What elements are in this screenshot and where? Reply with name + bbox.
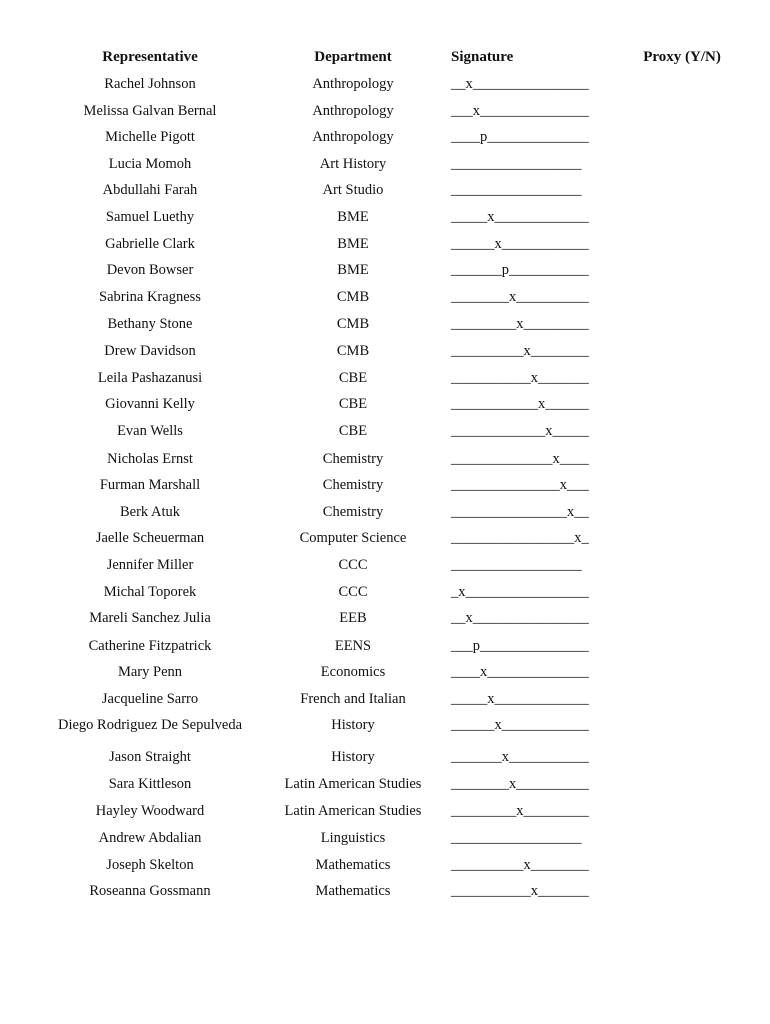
table-row	[0, 746, 770, 768]
table-row	[0, 474, 770, 496]
department-name: Economics	[320, 664, 386, 680]
table-row	[0, 527, 770, 549]
department-name: Chemistry	[322, 451, 384, 467]
representative-name: Drew Davidson	[104, 343, 196, 359]
signature-line: __________x________	[451, 857, 589, 873]
signature-line: ____________x______	[451, 396, 589, 412]
department-name: Art Studio	[322, 182, 384, 198]
signature-line: ___________x_______	[451, 370, 589, 386]
signature-line: _________x_________	[451, 316, 589, 332]
representative-name: Catherine Fitzpatrick	[88, 638, 212, 654]
department-name: Anthropology	[312, 76, 394, 92]
department-name: Chemistry	[322, 477, 384, 493]
signature-line: ________x__________	[451, 289, 589, 305]
department-name: Anthropology	[312, 103, 394, 119]
representative-name: Jennifer Miller	[106, 557, 194, 573]
department-name: History	[331, 749, 375, 765]
representative-name: Jason Straight	[109, 749, 191, 765]
signature-line: ____x______________	[451, 664, 589, 680]
department-name: Latin American Studies	[284, 776, 422, 792]
department-name: CMB	[336, 316, 370, 332]
signature-line: __________x________	[451, 343, 589, 359]
representative-name: Michal Toporek	[103, 584, 197, 600]
representative-name: Sara Kittleson	[108, 776, 192, 792]
table-row	[0, 501, 770, 523]
department-name: EENS	[334, 638, 372, 654]
signature-line: _x_________________	[451, 584, 589, 600]
signature-line: __x________________	[451, 610, 589, 626]
table-row	[0, 233, 770, 255]
department-name: BME	[337, 262, 369, 278]
header-proxy: Proxy (Y/N)	[643, 49, 721, 65]
table-row	[0, 800, 770, 822]
representative-name: Melissa Galvan Bernal	[83, 103, 217, 119]
representative-name: Lucia Momoh	[108, 156, 192, 172]
signature-line: _______x___________	[451, 749, 589, 765]
department-name: Linguistics	[320, 830, 386, 846]
table-row	[0, 73, 770, 95]
signature-line: ______________x____	[451, 451, 589, 467]
header-row	[0, 46, 770, 68]
department-name: CCC	[338, 557, 368, 573]
table-row	[0, 393, 770, 415]
table-row	[0, 714, 770, 736]
table-row	[0, 661, 770, 683]
representative-name: Leila Pashazanusi	[97, 370, 203, 386]
table-row	[0, 554, 770, 576]
signature-line: _____________x_____	[451, 423, 589, 439]
department-name: CBE	[338, 396, 368, 412]
department-name: EEB	[339, 610, 367, 626]
department-name: Mathematics	[315, 883, 391, 899]
representative-name: Mary Penn	[117, 664, 183, 680]
department-name: CCC	[338, 584, 368, 600]
table-row	[0, 448, 770, 470]
table-row	[0, 126, 770, 148]
department-name: Art History	[319, 156, 387, 172]
representative-name: Bethany Stone	[107, 316, 193, 332]
signature-line: __________________	[451, 182, 582, 198]
table-row	[0, 153, 770, 175]
signature-line: __________________	[451, 156, 582, 172]
representative-name: Berk Atuk	[119, 504, 180, 520]
department-name: Anthropology	[312, 129, 394, 145]
table-row	[0, 340, 770, 362]
signature-line: _________________x_	[451, 530, 589, 546]
table-row	[0, 827, 770, 849]
signature-line: ___x_______________	[451, 103, 589, 119]
table-row	[0, 773, 770, 795]
representative-name: Hayley Woodward	[95, 803, 205, 819]
signature-line: _________x_________	[451, 803, 589, 819]
department-name: Latin American Studies	[284, 803, 422, 819]
representative-name: Nicholas Ernst	[107, 451, 193, 467]
signature-line: ________x__________	[451, 776, 589, 792]
representative-name: Jacqueline Sarro	[101, 691, 199, 707]
header-representative: Representative	[102, 49, 198, 65]
department-name: CBE	[338, 370, 368, 386]
table-row	[0, 854, 770, 876]
table-row	[0, 286, 770, 308]
table-row	[0, 179, 770, 201]
representative-name: Mareli Sanchez Julia	[89, 610, 211, 626]
representative-name: Evan Wells	[117, 423, 183, 439]
table-row	[0, 206, 770, 228]
representative-name: Jaelle Scheuerman	[95, 530, 205, 546]
department-name: CMB	[336, 343, 370, 359]
signature-line: ______x____________	[451, 236, 589, 252]
representative-name: Giovanni Kelly	[105, 396, 195, 412]
table-row	[0, 880, 770, 902]
signature-line: _____x_____________	[451, 691, 589, 707]
table-row	[0, 420, 770, 442]
representative-name: Samuel Luethy	[105, 209, 195, 225]
representative-name: Roseanna Gossmann	[89, 883, 211, 899]
header-department: Department	[314, 49, 392, 65]
representative-name: Furman Marshall	[99, 477, 201, 493]
representative-name: Joseph Skelton	[106, 857, 194, 873]
signature-line: ________________x__	[451, 504, 589, 520]
header-signature: Signature	[451, 49, 514, 65]
representative-name: Diego Rodriguez De Sepulveda	[57, 717, 243, 733]
signature-line: __x________________	[451, 76, 589, 92]
department-name: French and Italian	[300, 691, 406, 707]
table-row	[0, 313, 770, 335]
department-name: BME	[337, 236, 369, 252]
table-row	[0, 367, 770, 389]
signature-line: _______p___________	[451, 262, 589, 278]
representative-name: Michelle Pigott	[105, 129, 195, 145]
table-row	[0, 607, 770, 629]
signature-line: ___p_______________	[451, 638, 589, 654]
department-name: BME	[337, 209, 369, 225]
table-row	[0, 688, 770, 710]
signature-line: _____x_____________	[451, 209, 589, 225]
department-name: Mathematics	[315, 857, 391, 873]
table-row	[0, 635, 770, 657]
department-name: CBE	[338, 423, 368, 439]
signature-line: ______x____________	[451, 717, 589, 733]
signature-line: ____p______________	[451, 129, 589, 145]
representative-name: Sabrina Kragness	[99, 289, 201, 305]
signature-line: ___________x_______	[451, 883, 589, 899]
representative-name: Gabrielle Clark	[105, 236, 195, 252]
table-row	[0, 100, 770, 122]
signature-line: _______________x___	[451, 477, 589, 493]
representative-name: Abdullahi Farah	[102, 182, 198, 198]
department-name: Chemistry	[322, 504, 384, 520]
department-name: CMB	[336, 289, 370, 305]
representative-name: Devon Bowser	[106, 262, 194, 278]
signature-line: __________________	[451, 557, 582, 573]
department-name: Computer Science	[299, 530, 407, 546]
signature-line: __________________	[451, 830, 582, 846]
representative-name: Andrew Abdalian	[98, 830, 202, 846]
representative-name: Rachel Johnson	[104, 76, 196, 92]
table-row	[0, 259, 770, 281]
department-name: History	[331, 717, 375, 733]
table-row	[0, 581, 770, 603]
